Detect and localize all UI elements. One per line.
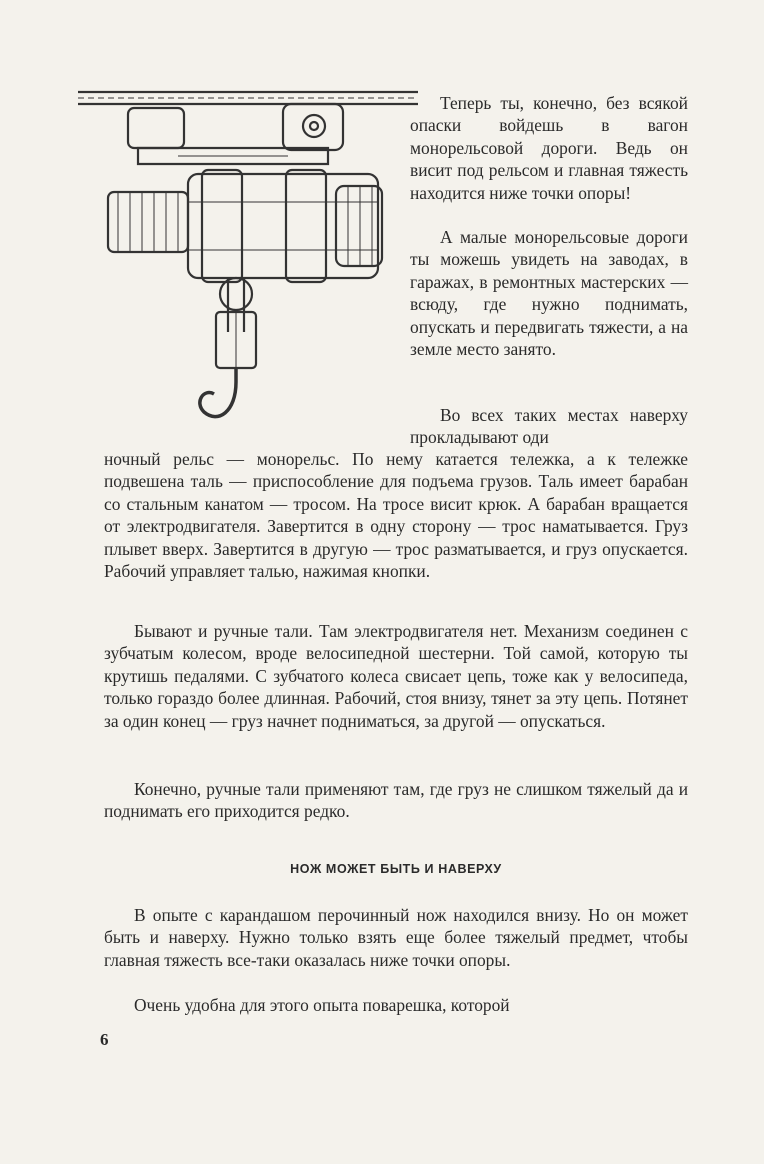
paragraph-6: В опыте с карандашом перочинный нож находился внизу. Но он может быть и наверху. Нужно только взять еще более тяжелый предмет, чтобы главная тяжесть все-таки оказалась ниже точки опоры.: [104, 905, 688, 970]
section-heading: НОЖ МОЖЕТ БЫТЬ И НАВЕРХУ: [290, 862, 502, 876]
paragraph-4: Бывают и ручные тали. Там электродвигателя нет. Механизм соединен с зубчатым колесом, вроде велосипедной шестерни. Той самой, которую ты крутишь педалями. С зубчатого колеса свисает цепь, тоже как у велосипеда, только гораздо более длинная. Рабочий, стоя внизу, тянет за эту цепь. Потянет за один конец — груз начнет подниматься, за другой — опускаться.: [104, 621, 688, 731]
paragraph-3-wrap: [410, 404, 688, 448]
paragraph-3: Во всех таких местах наверху прокладывают оди: [410, 405, 688, 448]
paragraph-7: Очень удобна для этого опыта поварешка, которой: [134, 995, 510, 1015]
paragraph-3-continued-text: ночный рельс — монорельс. По нему катается тележка, а к тележке подвешена таль — приспособление для подъема грузов. Таль имеет барабан со стальным канатом — тросом. На тросе висит крюк. А барабан вращается от электродвигателя. Завертится в одну сторону — трос наматывается. Груз плывет вверх. Завертится в другую — трос разматывается, и груз опускается. Рабочий управляет талью, нажимая кнопки.: [104, 449, 688, 582]
paragraph-5: Конечно, ручные тали применяют там, где груз не слишком тяжелый да и поднимать его приходится редко.: [104, 779, 688, 822]
monorail-hoist-illustration: [78, 82, 418, 442]
paragraph-2: А малые монорельсовые дороги ты можешь увидеть на заводах, в гаражах, в ремонтных мастерских — всюду, где нужно поднимать, опускать и передвигать тяжести, а на земле место занято.: [410, 227, 688, 360]
page-number: 6: [100, 1030, 109, 1049]
paragraph-1: Теперь ты, конечно, без всякой опаски войдешь в вагон монорельсовой дороги. Ведь он висит под рельсом и главная тяжесть находится ниже точки опоры!: [410, 93, 688, 203]
paragraph-3-continued: [104, 448, 688, 616]
